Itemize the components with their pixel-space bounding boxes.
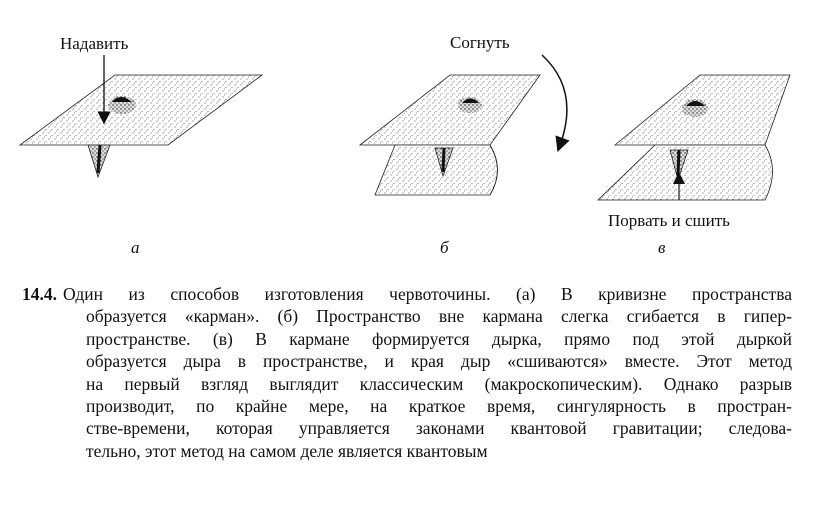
panel-b-sheet [360, 75, 540, 195]
caption-number: 14.4. [22, 284, 57, 304]
caption-line: образуется «карман». (б) Пространство вне кармана слегка сгибается в гипер- [86, 306, 792, 327]
bend-arrow [542, 55, 567, 145]
bend-label: Согнуть [450, 33, 510, 52]
press-label: Надавить [60, 34, 129, 53]
caption-line: пространстве. (в) В кармане формируется дырка, прямо под этой дыркой [86, 328, 792, 349]
panel-c-sheet [598, 75, 790, 200]
caption-line: тельно, этот метод на самом деле является квантовым [86, 440, 488, 461]
caption-line: на первый взгляд выглядит классическим (макроскопическим). Однако разрыв [86, 373, 792, 394]
caption-line: образуется дыра в пространстве, и края дыр «сшиваются» вместе. Этот метод [86, 351, 792, 372]
panel-a-label: а [131, 238, 140, 257]
panel-b-label: б [440, 238, 449, 257]
caption-line: стве-времени, которая управляется законами квантовой гравитации; следова- [86, 418, 792, 439]
panel-c-label: в [658, 238, 666, 257]
caption-line: производит, по крайне мере, на краткое время, сингулярность в простран- [86, 395, 792, 416]
figure-caption [22, 283, 792, 462]
tear-sew-label: Порвать и сшить [608, 211, 730, 230]
panel-a-sheet [20, 75, 262, 177]
caption-line: 14.4. Один из способов изготовления червоточины. (а) В кривизне пространства [22, 284, 792, 304]
